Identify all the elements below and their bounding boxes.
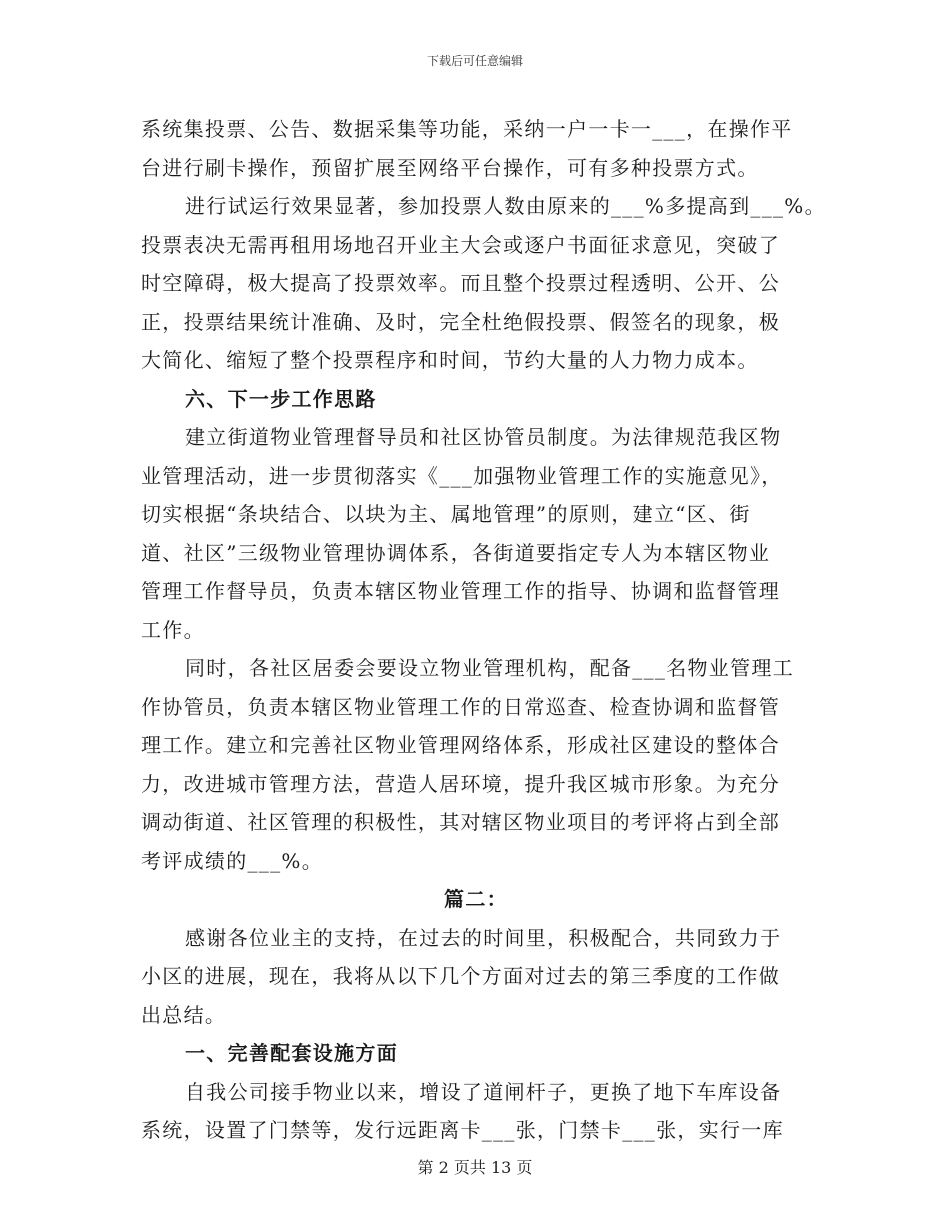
text-line: 正，投票结果统计准确、及时，完全杜绝假投票、假签名的现象，极: [141, 309, 780, 334]
text-line: 系统集投票、公告、数据采集等功能，采纳一户一卡一___，在操作平: [141, 117, 793, 141]
text-line: 出总结。: [141, 1002, 227, 1027]
text-line: 调动街道、社区管理的积极性，其对辖区物业项目的考评将占到全部: [141, 810, 780, 834]
text-line: 管理工作督导员，负责本辖区物业管理工作的指导、协调和监督管理: [141, 579, 780, 603]
text-line: 道、社区”三级物业管理协调体系，各街道要指定专人为本辖区物业: [141, 540, 771, 565]
section-heading: 一、完善配套设施方面: [185, 1041, 398, 1065]
text-line: 台进行刷卡操作，预留扩展至网络平台操作，可有多种投票方式。: [141, 155, 759, 180]
page-header: 下载后可任意编辑: [426, 54, 523, 68]
text-line: 感谢各位业主的支持，在过去的时间里，积极配合，共同致力于: [185, 925, 782, 950]
section-heading: 六、下一步工作思路: [185, 386, 377, 411]
text-line: 同时，各社区居委会要设立物业管理机构，配备___名物业管理工: [185, 656, 794, 680]
text-line: 时空障碍，极大提高了投票效率。而且整个投票过程透明、公开、公: [141, 271, 780, 295]
text-line: 作协管员，负责本辖区物业管理工作的日常巡查、检查协调和监督管: [141, 694, 780, 719]
page-footer: 第 2 页共 13 页: [417, 1158, 533, 1177]
text-line: 投票表决无需再租用场地召开业主大会或逐户书面征求意见，突破了: [141, 232, 780, 257]
text-line: 系统，设置了门禁等，发行远距离卡___张，门禁卡___张，实行一库: [141, 1118, 784, 1142]
text-line: 进行试运行效果显著，参加投票人数由原来的___%多提高到___%。: [185, 194, 826, 218]
text-line: 切实根据“条块结合、以块为主、属地管理”的原则，建立“区、街: [141, 502, 751, 526]
text-line: 大简化、缩短了整个投票程序和时间，节约大量的人力物力成本。: [141, 348, 759, 372]
text-line: 建立街道物业管理督导员和社区协管员制度。为法律规范我区物: [185, 425, 782, 449]
document-body: [141, 110, 826, 1150]
text-line: 小区的进展，现在，我将从以下几个方面对过去的第三季度的工作做: [141, 964, 780, 988]
text-line: 力，改进城市管理方法，营造人居环境，提升我区城市形象。为充分: [141, 771, 780, 796]
text-line: 业管理活动，进一步贯彻落实《___加强物业管理工作的实施意见》，: [141, 463, 783, 488]
section-heading: 篇二：: [444, 887, 508, 911]
text-line: 工作。: [141, 617, 205, 642]
text-line: 理工作。建立和完善社区物业管理网络体系，形成社区建设的整体合: [141, 733, 780, 757]
text-line: 考评成绩的___%。: [141, 848, 324, 873]
text-line: 自我公司接手物业以来，增设了道闸杆子，更换了地下车库设备: [185, 1079, 782, 1104]
